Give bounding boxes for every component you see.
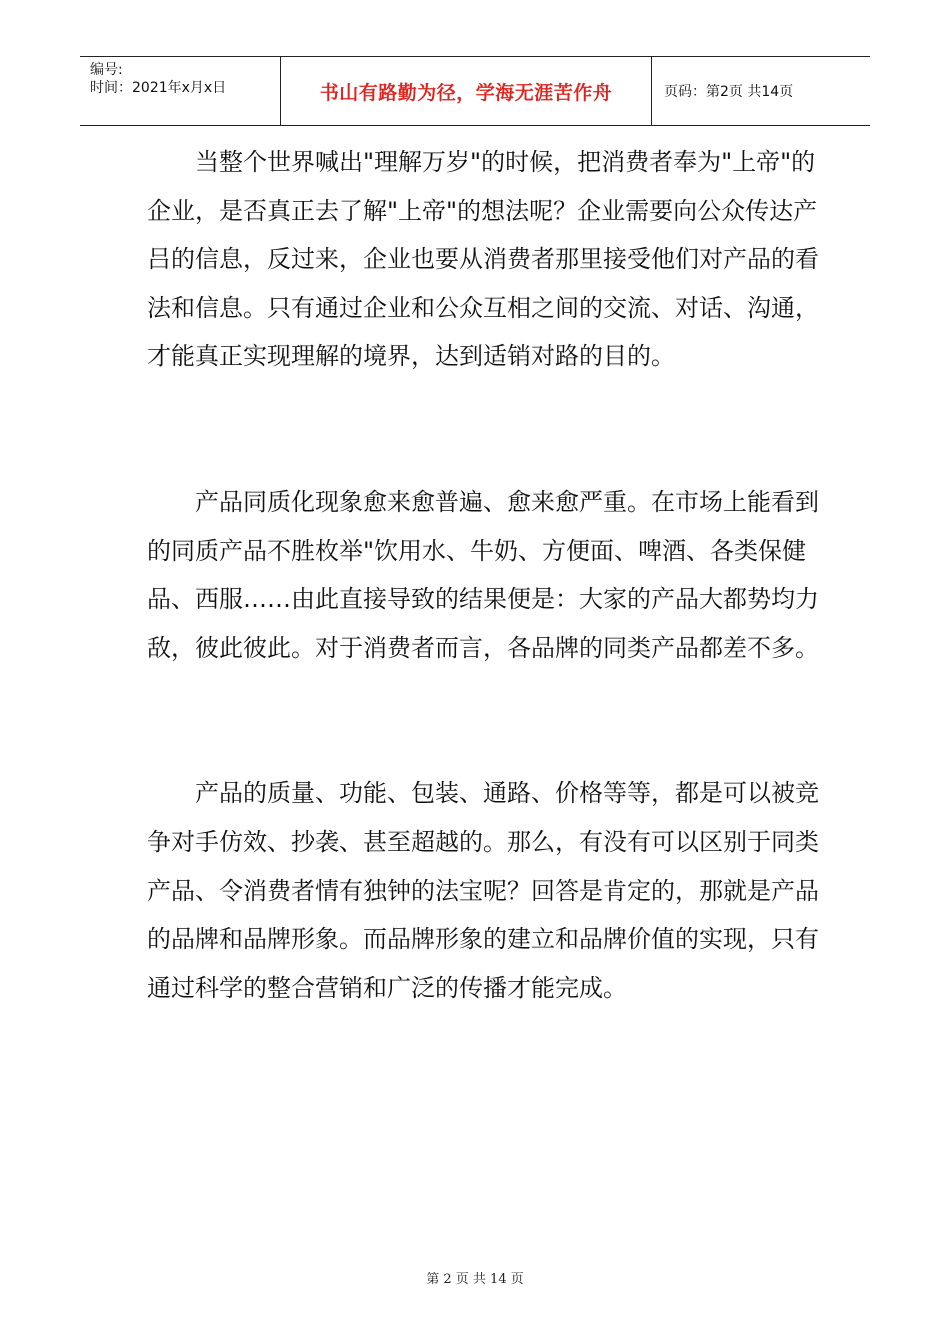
paragraph: 产品的质量、功能、包装、通路、价格等等，都是可以被竞争对手仿效、抄袭、甚至超越的。那么，有没有可以区别于同类产品、令消费者情有独钟的法宝呢？回答是肯定的，那就是产品的品牌和品牌形象。而品牌形象的建立和品牌价值的实现，只有通过科学的整合营销和广泛的传播才能完成。 — [147, 779, 819, 1002]
header-motto: 书山有路勤为径，学海无涯苦作舟 — [281, 57, 652, 125]
paragraph: 产品同质化现象愈来愈普遍、愈来愈严重。在市场上能看到的同质产品不胜枚举"饮用水、牛奶、方便面、啤酒、各类保健品、西服……由此直接导致的结果便是：大家的产品大都势均力敌，彼此彼此。对于消费者而言，各品牌的同类产品都差不多。 — [147, 487, 819, 662]
document-body — [147, 138, 827, 1012]
time-label: 时间：2021年x月x日 — [90, 80, 227, 96]
page-footer: 第 2 页 共 14 页 — [426, 1272, 524, 1287]
header-page-info: 页码：第2页 共14页 — [664, 84, 794, 100]
header-meta — [80, 57, 281, 125]
page-header — [80, 56, 870, 126]
paragraph: 当整个世界喊出"理解万岁"的时候，把消费者奉为"上帝"的企业，是否真正去了解"上帝"的想法呢？企业需要向公众传达产吕的信息，反过来，企业也要从消费者那里接受他们对产品的看法和信息。只有通过企业和公众互相之间的交流、对话、沟通，才能真正实现理解的境界，达到适销对路的目的。 — [147, 148, 819, 371]
number-label: 编号: — [90, 62, 123, 78]
